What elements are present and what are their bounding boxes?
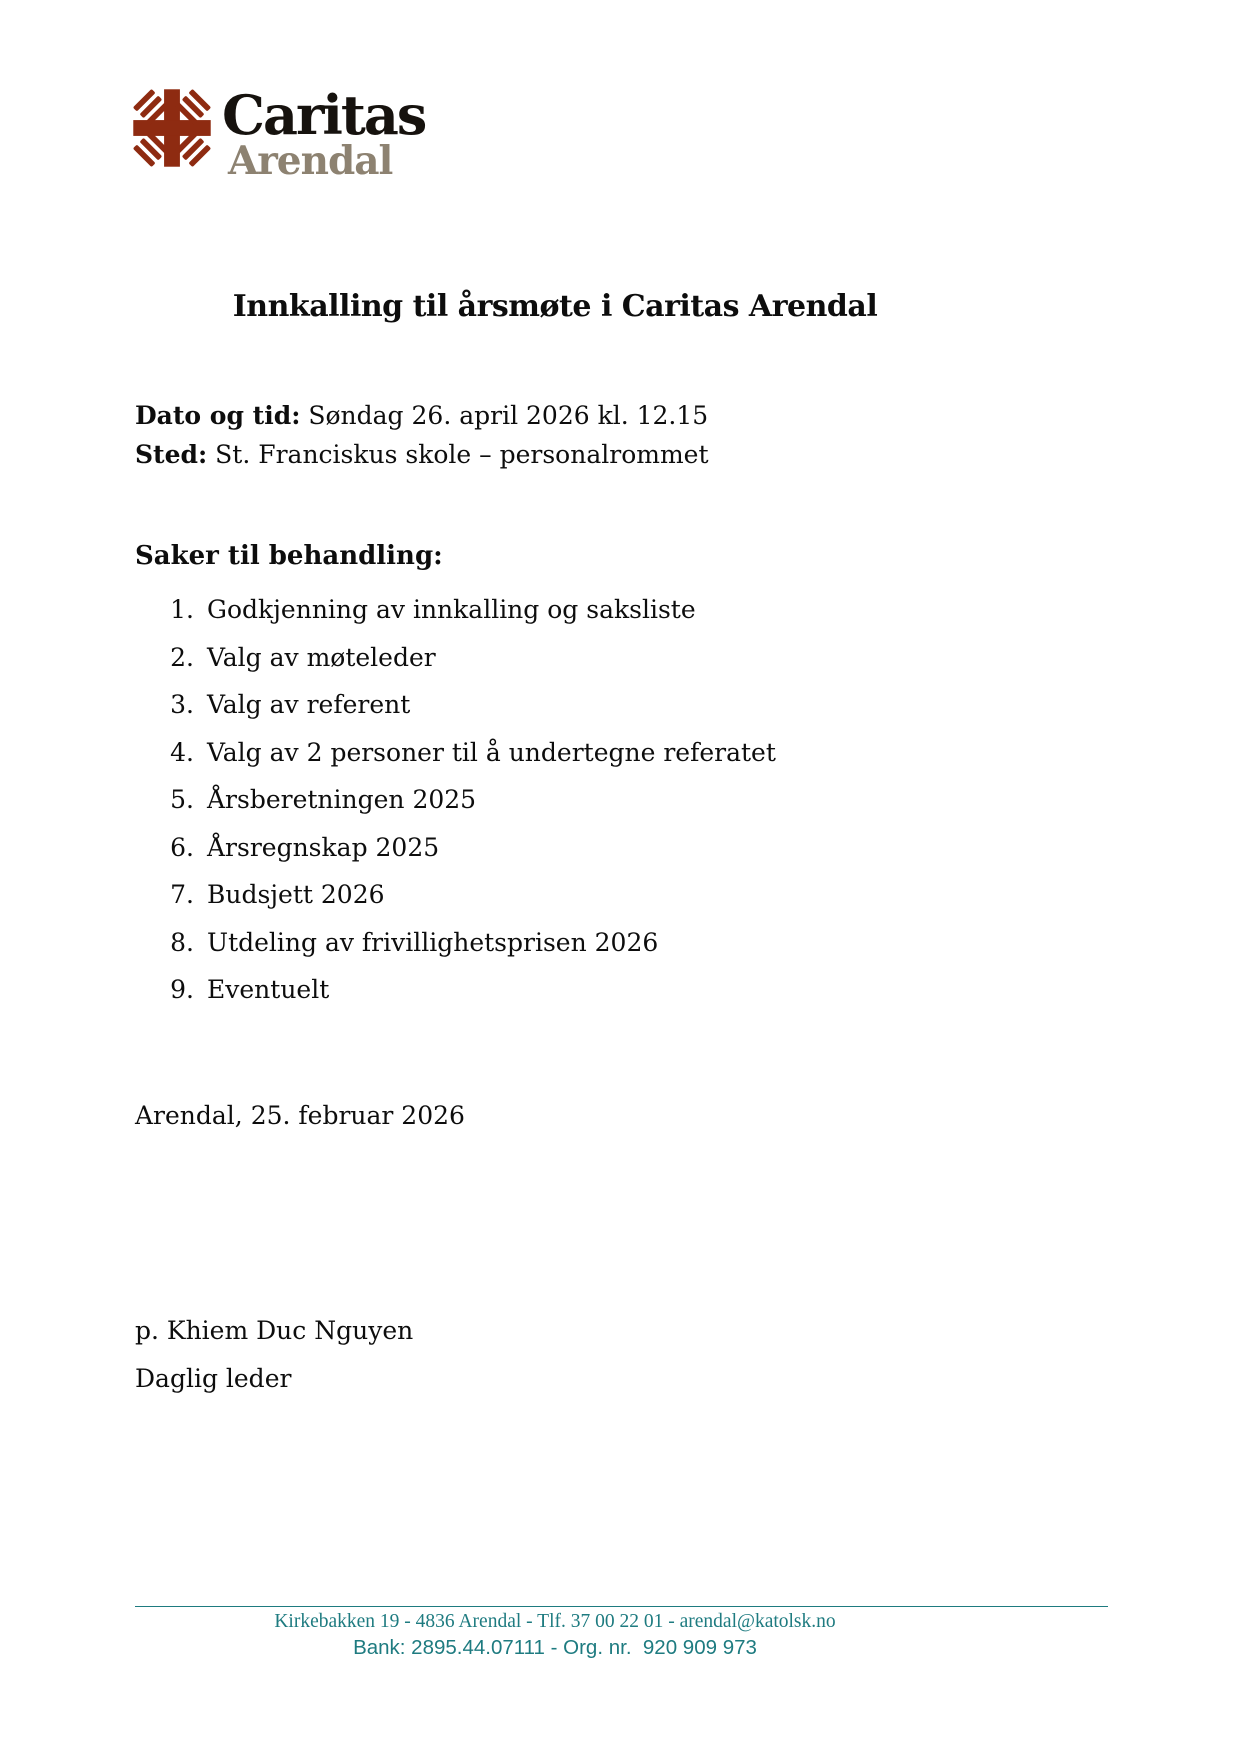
agenda-item [168,787,776,835]
logo-brand-text: Caritas [222,83,426,147]
closing-dateline: Arendal, 25. februar 2026 [135,1101,465,1130]
logo-location-text: Arendal [228,138,393,184]
agenda-item [168,597,776,645]
place-value: St. Franciskus skole – personalrommet [215,440,709,469]
agenda-item-number: 4. [170,737,194,767]
agenda-item-text: Valg av referent [207,690,411,719]
agenda-item [168,692,776,740]
signature-title: Daglig leder [135,1364,292,1393]
agenda-item-text: Årsregnskap 2025 [207,832,440,862]
agenda-item-number: 1. [170,595,194,624]
footer-rule [135,1606,1108,1607]
agenda-item-number: 2. [170,642,194,672]
caritas-cross-icon [128,84,216,172]
date-label: Dato og tid: [135,401,301,430]
place-line [135,439,709,472]
agenda-item-number: 8. [170,927,194,957]
agenda-item [168,977,776,1025]
document-title: Innkalling til årsmøte i Caritas Arendal [232,289,878,324]
agenda-item-text: Godkjenning av innkalling og saksliste [207,595,696,624]
agenda-item-number: 7. [170,880,194,909]
signature-name: p. Khiem Duc Nguyen [135,1316,414,1345]
agenda-item-number: 9. [170,975,194,1004]
date-value: Søndag 26. april 2026 kl. 12.15 [308,401,709,430]
agenda-item [168,642,776,693]
agenda-item [168,927,776,978]
agenda-item-text: Utdeling av frivillighetsprisen 2026 [207,927,659,957]
agenda-item [168,882,776,930]
agenda-item [168,832,776,883]
date-line [135,400,708,433]
agenda-item-number: 6. [170,832,194,862]
agenda-heading: Saker til behandling: [135,541,443,571]
footer-address: Kirkebakken 19 - 4836 Arendal - Tlf. 37 00 22 01 - arendal@katolsk.no [274,1611,836,1632]
agenda-list [168,597,776,1025]
agenda-item-number: 5. [170,785,194,814]
agenda-item-text: Valg av 2 personer til å undertegne referatet [207,737,776,767]
agenda-item-text: Årsberetningen 2025 [207,785,477,814]
agenda-item-text: Eventuelt [207,975,330,1004]
agenda-item-text: Budsjett 2026 [207,880,385,909]
agenda-item-text: Valg av møteleder [207,642,436,672]
agenda-item [168,737,776,788]
agenda-item-number: 3. [170,690,194,719]
place-label: Sted: [135,440,208,469]
footer-bank: Bank: 2895.44.07111 - Org. nr. 920 909 973 [353,1636,757,1659]
